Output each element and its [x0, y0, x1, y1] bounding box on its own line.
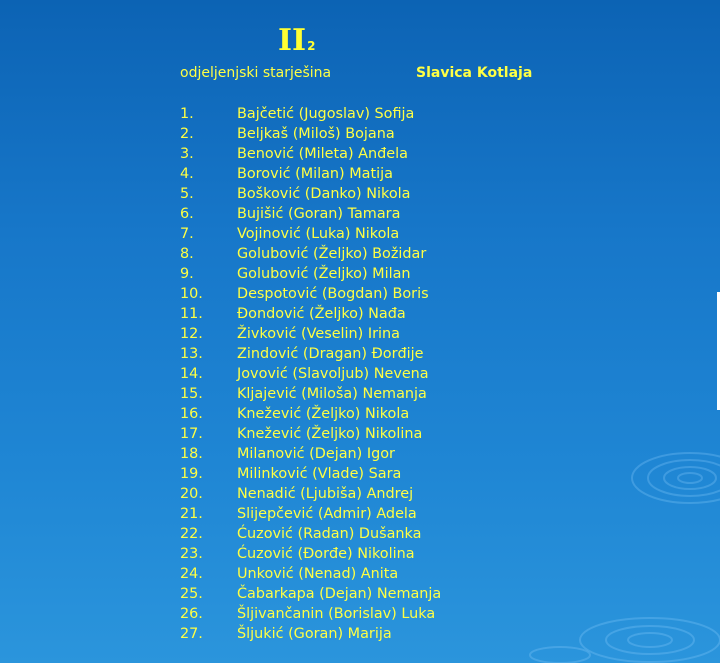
- student-name: Milinković (Vlade) Sara: [237, 466, 402, 482]
- item-number: 17.: [180, 426, 203, 442]
- list-item: [180, 444, 441, 464]
- student-list: [180, 104, 441, 644]
- student-name: Vojinović (Luka) Nikola: [237, 226, 400, 242]
- class-title-sub: 2: [307, 39, 316, 53]
- list-item: [180, 324, 441, 344]
- list-item: [180, 584, 441, 604]
- student-name: Živković (Veselin) Irina: [237, 326, 400, 342]
- item-number: 2.: [180, 126, 194, 142]
- list-item: [180, 264, 441, 284]
- list-item: [180, 204, 441, 224]
- list-item: [180, 304, 441, 324]
- student-name: Čabarkapa (Dejan) Nemanja: [237, 586, 442, 602]
- student-name: Kljajević (Miloša) Nemanja: [237, 386, 427, 402]
- list-item: [180, 544, 441, 564]
- student-name: Đondović (Željko) Nađa: [237, 306, 406, 322]
- list-item: [180, 564, 441, 584]
- item-number: 5.: [180, 186, 194, 202]
- teacher-name: Slavica Kotlaja: [416, 65, 533, 81]
- student-name: Bošković (Danko) Nikola: [237, 186, 411, 202]
- list-item: [180, 244, 441, 264]
- item-number: 1.: [180, 106, 194, 122]
- item-number: 27.: [180, 626, 203, 642]
- student-name: Borović (Milan) Matija: [237, 166, 393, 182]
- class-title-main: II: [278, 23, 307, 58]
- item-number: 7.: [180, 226, 194, 242]
- list-item: [180, 164, 441, 184]
- list-item: [180, 504, 441, 524]
- item-number: 19.: [180, 466, 203, 482]
- item-number: 21.: [180, 506, 203, 522]
- list-item: [180, 124, 441, 144]
- item-number: 25.: [180, 586, 203, 602]
- student-name: Jovović (Slavoljub) Nevena: [237, 366, 429, 382]
- student-name: Benović (Mileta) Anđela: [237, 146, 408, 162]
- list-item: [180, 524, 441, 544]
- item-number: 18.: [180, 446, 203, 462]
- student-name: Despotović (Bogdan) Boris: [237, 286, 429, 302]
- list-item: [180, 104, 441, 124]
- student-name: Unković (Nenad) Anita: [237, 566, 399, 582]
- item-number: 4.: [180, 166, 194, 182]
- list-item: [180, 404, 441, 424]
- student-name: Golubović (Željko) Milan: [237, 266, 411, 282]
- student-name: Ćuzović (Đorđe) Nikolina: [237, 546, 415, 562]
- item-number: 3.: [180, 146, 194, 162]
- student-name: Knežević (Željko) Nikolina: [237, 426, 423, 442]
- student-name: Beljkaš (Miloš) Bojana: [237, 126, 395, 142]
- item-number: 26.: [180, 606, 203, 622]
- item-number: 10.: [180, 286, 203, 302]
- list-item: [180, 384, 441, 404]
- item-number: 24.: [180, 566, 203, 582]
- student-name: Šljukić (Goran) Marija: [237, 626, 392, 642]
- list-item: [180, 624, 441, 644]
- list-item: [180, 364, 441, 384]
- item-number: 20.: [180, 486, 203, 502]
- student-name: Bajčetić (Jugoslav) Sofija: [237, 106, 415, 122]
- list-item: [180, 604, 441, 624]
- student-name: Bujišić (Goran) Tamara: [237, 206, 401, 222]
- list-item: [180, 224, 441, 244]
- item-number: 16.: [180, 406, 203, 422]
- student-name: Milanović (Dejan) Igor: [237, 446, 395, 462]
- student-name: Nenadić (Ljubiša) Andrej: [237, 486, 414, 502]
- item-number: 22.: [180, 526, 203, 542]
- class-title: [278, 23, 316, 58]
- item-number: 15.: [180, 386, 203, 402]
- student-name: Zindović (Dragan) Đorđije: [237, 346, 424, 362]
- item-number: 8.: [180, 246, 194, 262]
- item-number: 12.: [180, 326, 203, 342]
- student-name: Ćuzović (Radan) Dušanka: [237, 526, 422, 542]
- student-name: Šljivančanin (Borislav) Luka: [237, 606, 436, 622]
- list-item: [180, 464, 441, 484]
- item-number: 13.: [180, 346, 203, 362]
- student-name: Golubović (Željko) Božidar: [237, 246, 427, 262]
- item-number: 6.: [180, 206, 194, 222]
- item-number: 23.: [180, 546, 203, 562]
- student-name: Knežević (Željko) Nikola: [237, 406, 410, 422]
- list-item: [180, 484, 441, 504]
- list-item: [180, 424, 441, 444]
- teacher-label: odjeljenjski starješina: [180, 65, 332, 81]
- student-name: Slijepčević (Admir) Adela: [237, 506, 417, 522]
- list-item: [180, 184, 441, 204]
- list-item: [180, 144, 441, 164]
- item-number: 11.: [180, 306, 203, 322]
- list-item: [180, 344, 441, 364]
- item-number: 14.: [180, 366, 203, 382]
- item-number: 9.: [180, 266, 194, 282]
- list-item: [180, 284, 441, 304]
